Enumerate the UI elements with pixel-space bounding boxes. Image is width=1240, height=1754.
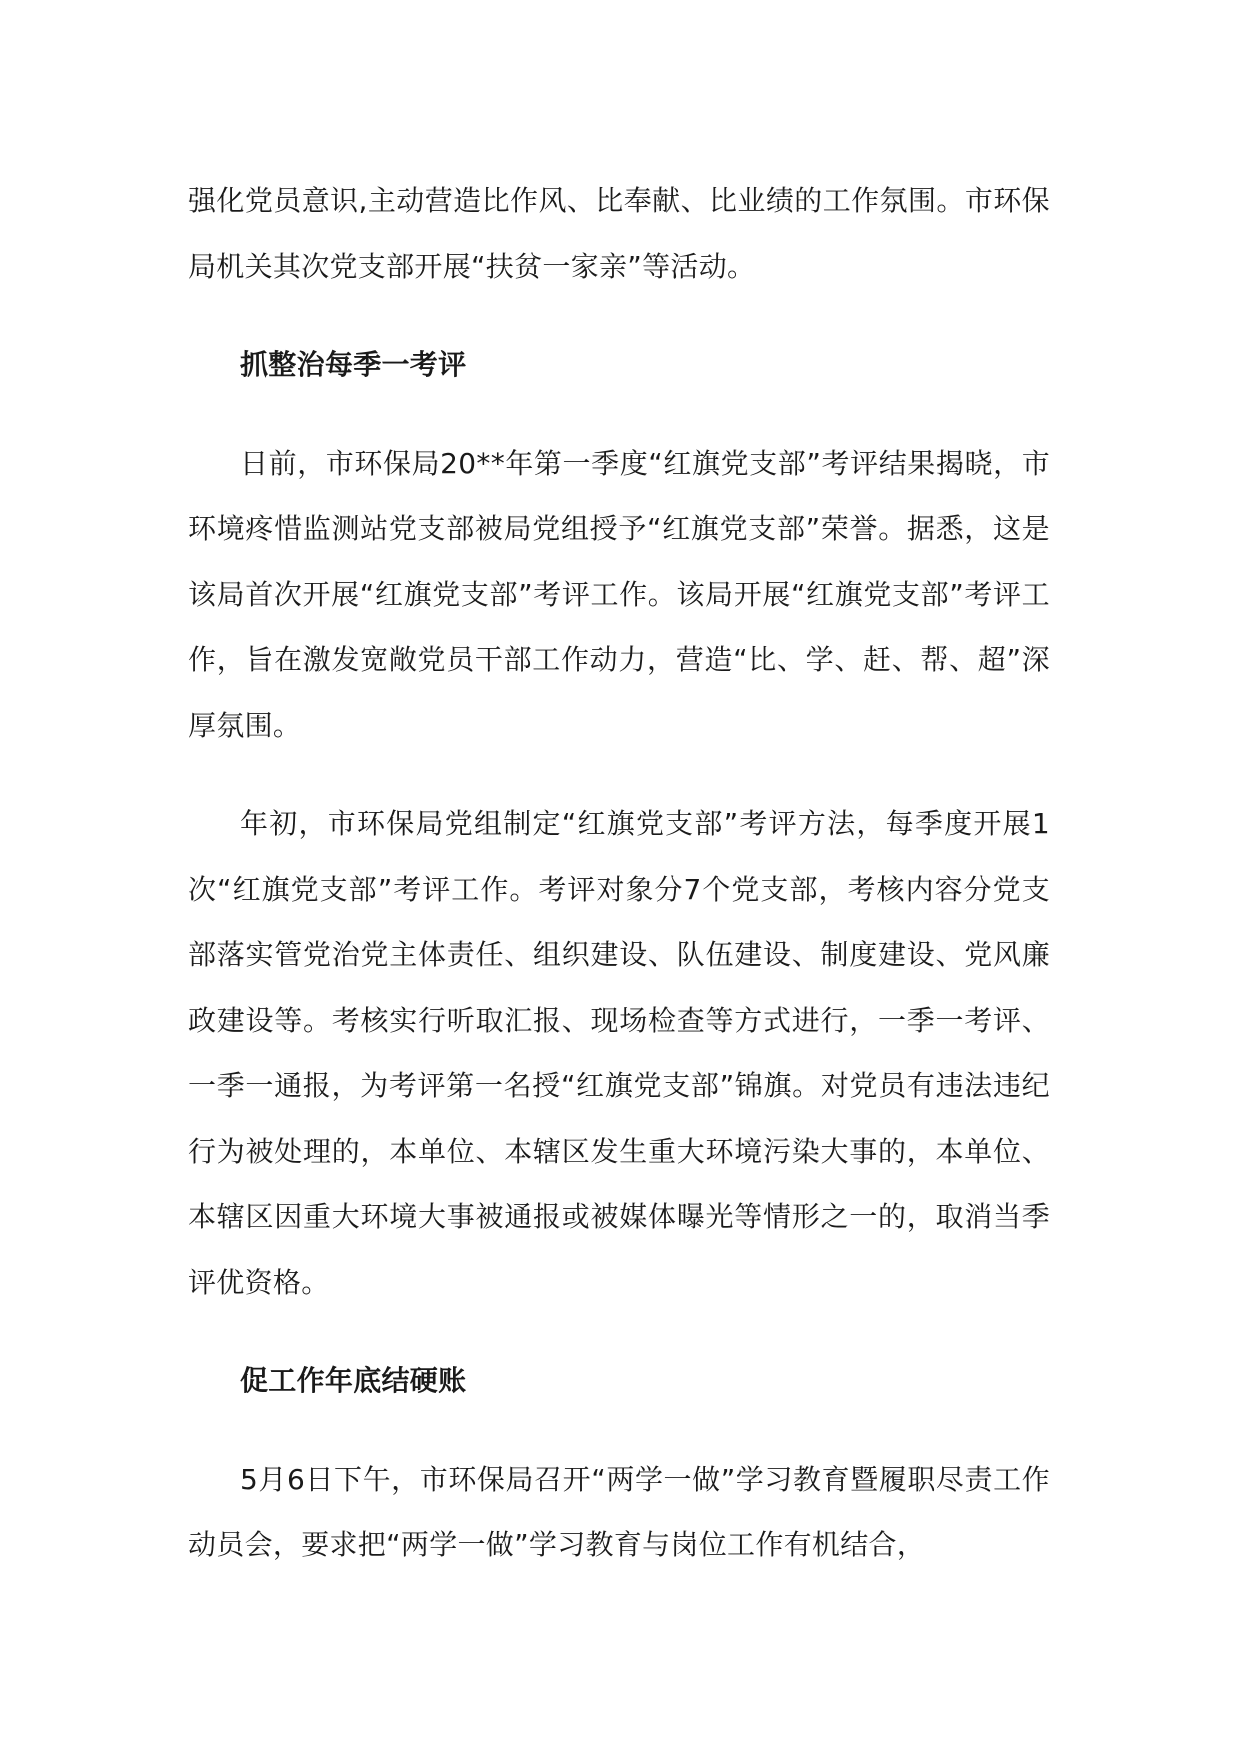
section-heading-evaluation: 抓整治每季一考评 — [240, 348, 467, 381]
paragraph-gap — [188, 299, 1050, 332]
document-body — [188, 168, 1050, 1578]
paragraph-gap — [188, 398, 1050, 431]
paragraph-gap — [188, 758, 1050, 791]
paragraph-gap — [188, 1414, 1050, 1447]
section-heading-work: 促工作年底结硬账 — [240, 1364, 467, 1397]
paragraph-evaluation-result: 日前，市环保局20**年第一季度“红旗党支部”考评结果揭晓，市环境疼惜监测站党支部被局党组授予“红旗党支部”荣誉。据悉，这是该局首次开展“红旗党支部”考评工作。该局开展“红旗党支部”考评工作，旨在激发宽敞党员干部工作动力，营造“比、学、赶、帮、超”深厚氛围。 — [188, 446, 1050, 742]
paragraph-continuation: 强化党员意识,主动营造比作风、比奉献、比业绩的工作氛围。市环保局机关其次党支部开展“扶贫一家亲”等活动。 — [188, 184, 1050, 283]
paragraph-evaluation-method: 年初，市环保局党组制定“红旗党支部”考评方法，每季度开展1次“红旗党支部”考评工作。考评对象分7个党支部，考核内容分党支部落实管党治党主体责任、组织建设、队伍建设、制度建设、党风廉政建设等。考核实行听取汇报、现场检查等方式进行，一季一考评、一季一通报，为考评第一名授“红旗党支部”锦旗。对党员有违法违纪行为被处理的，本单位、本辖区发生重大环境污染大事的，本单位、本辖区因重大环境大事被通报或被媒体曝光等情形之一的，取消当季评优资格。 — [188, 807, 1050, 1299]
paragraph-meeting: 5月6日下午，市环保局召开“两学一做”学习教育暨履职尽责工作动员会，要求把“两学一做”学习教育与岗位工作有机结合， — [188, 1462, 1050, 1561]
paragraph-gap — [188, 1315, 1050, 1348]
